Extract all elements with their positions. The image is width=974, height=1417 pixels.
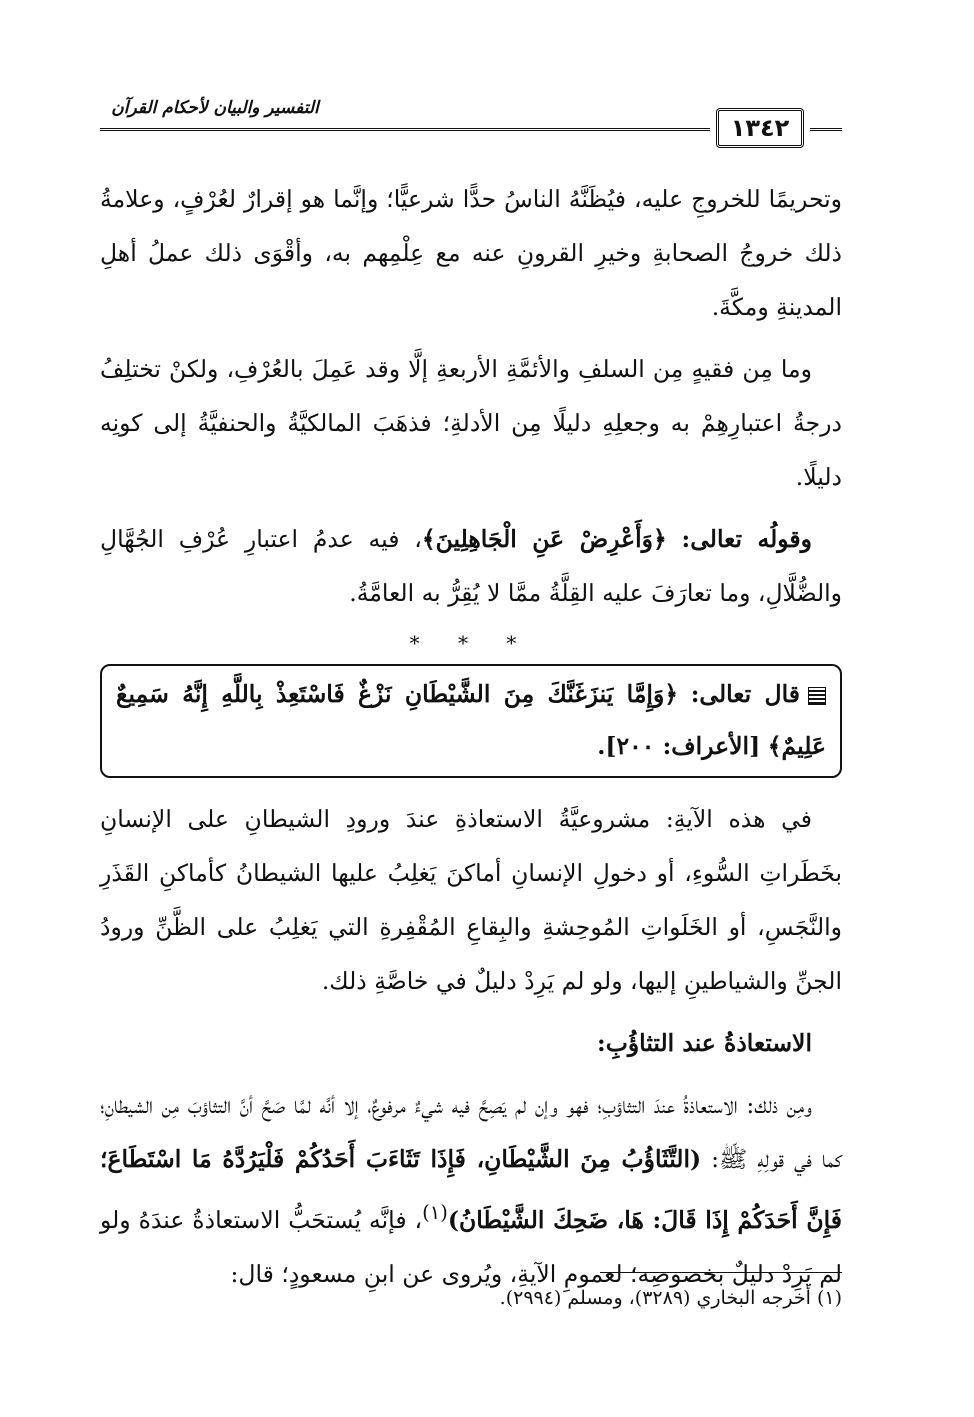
paragraph: في هذه الآيةِ: مشروعيَّةُ الاستعاذةِ عندَ ورودِ الشيطانِ على الإنسانِ بخَطَراتِ السُّوءِ، أو دخولِ الإنسانِ أماكنَ يَغلِبُ عليها الشيطانُ كأماكنِ القَذَرِ والنَّجَسِ، أو الخَلَواتِ المُوحِشةِ والبِقاعِ المُقْفِرةِ التي يَغلِبُ على الظَّنِّ ورودُ الجنِّ والشياطينِ إليها، ولو لم يَرِدْ دليلٌ في خاصَّةِ ذلك.: [100, 805, 842, 995]
verse-text: ﴿وَإِمَّا يَنزَغَنَّكَ مِنَ الشَّيْطَانِ نَزْغٌ فَاسْتَعِذْ بِاللَّهِ إِنَّهُ سَمِيعٌ عَلِيمٌ﴾: [116, 680, 826, 760]
paragraph: وتحريمًا للخروجِ عليه، فيُظَنَّهُ الناسُ حدًّا شرعيًّا؛ وإنَّما هو إقرارٌ لعُرْفٍ، وعلامةُ ذلك خروجُ الصحابةِ وخيرِ القرونِ عنه مع عِلْمِهم به، وأقْوَى ذلك عملُ أهلِ المدينةِ ومكَّةَ.: [100, 185, 842, 321]
footnote: [100, 1282, 842, 1314]
footnote-separator: [600, 1272, 842, 1273]
section-heading: الاستعاذةُ عند التثاؤُبِ:: [597, 1029, 812, 1057]
footnote-text: أخرجه البخاري (٣٢٨٩)، ومسلم (٢٩٩٤).: [499, 1287, 811, 1309]
verse-box: [100, 664, 842, 778]
paragraph-text: ، فإنَّه يُستحَبُّ الاستعاذةُ عندَهُ ولو لم يَرِدْ دليلٌ بخصوصِه؛ لعمومِ الآيةِ، ويُروى عن ابنِ مسعودٍ؛ قال:: [100, 1205, 842, 1288]
footnote-marker: (١): [422, 1201, 448, 1224]
paragraph: [100, 1078, 842, 1301]
paragraph-text: ، فيه عدمُ اعتبارِ عُرْفِ الجُهَّالِ والضُّلَّالِ، وما تعارَفَ عليه القِلَّةُ ممَّا لا يُقِرُّ به العامَّةُ.: [100, 525, 842, 607]
section-separator: * * *: [409, 631, 533, 655]
verse-label: قال تعالى:: [690, 680, 800, 708]
header-rule-short: [810, 128, 842, 131]
header-rule: [100, 128, 710, 131]
page-number: ١٣٤٢: [716, 108, 804, 148]
ornament-icon: [808, 687, 826, 705]
paragraph-text: ومِن ذلك: الاستعاذةُ عندَ التثاؤبِ؛ فهو وإن لم يَصِحَّ فيه شيءٌ مرفوعٌ، إلا أنَّه لمَّا صَحَّ أنَّ التثاؤبَ مِن الشيطانِ؛ كما في قولِهِ ﷺ:: [100, 1091, 842, 1173]
verse-reference: [الأعراف: ٢٠٠].: [597, 732, 761, 760]
page-header: [100, 86, 842, 166]
paragraph: وما مِن فقيهٍ مِن السلفِ والأئمَّةِ الأربعةِ إلَّا وقد عَمِلَ بالعُرْفِ، ولكنْ تختلِفُ درجةُ اعتبارِهِمْ به وجعلِهِ دليلًا مِن الأدلةِ؛ فذهَبَ المالكيَّةُ والحنفيَّةُ إلى كونِه دليلًا.: [100, 355, 842, 491]
running-title: التفسير والبيان لأحكام القرآن: [111, 98, 319, 118]
footnote-number: (١): [816, 1287, 842, 1309]
main-text: [100, 172, 842, 1309]
lead-phrase: وقولُه تعالى:: [681, 525, 812, 553]
paragraph: [100, 512, 842, 620]
quran-quote: ﴿وَأَعْرِضْ عَنِ الْجَاهِلِينَ﴾: [421, 525, 667, 553]
hadith-text: (التَّثَاؤُبُ مِنَ الشَّيْطَانِ، فَإِذَا تَثَاءَبَ أَحَدُكُمْ فَلْيَرُدَّهُ مَا اسْتَطَاعَ؛ فَإِنَّ أَحَدَكُمْ إِذَا قَالَ: هَا، ضَحِكَ الشَّيْطَانُ): [100, 1145, 842, 1234]
